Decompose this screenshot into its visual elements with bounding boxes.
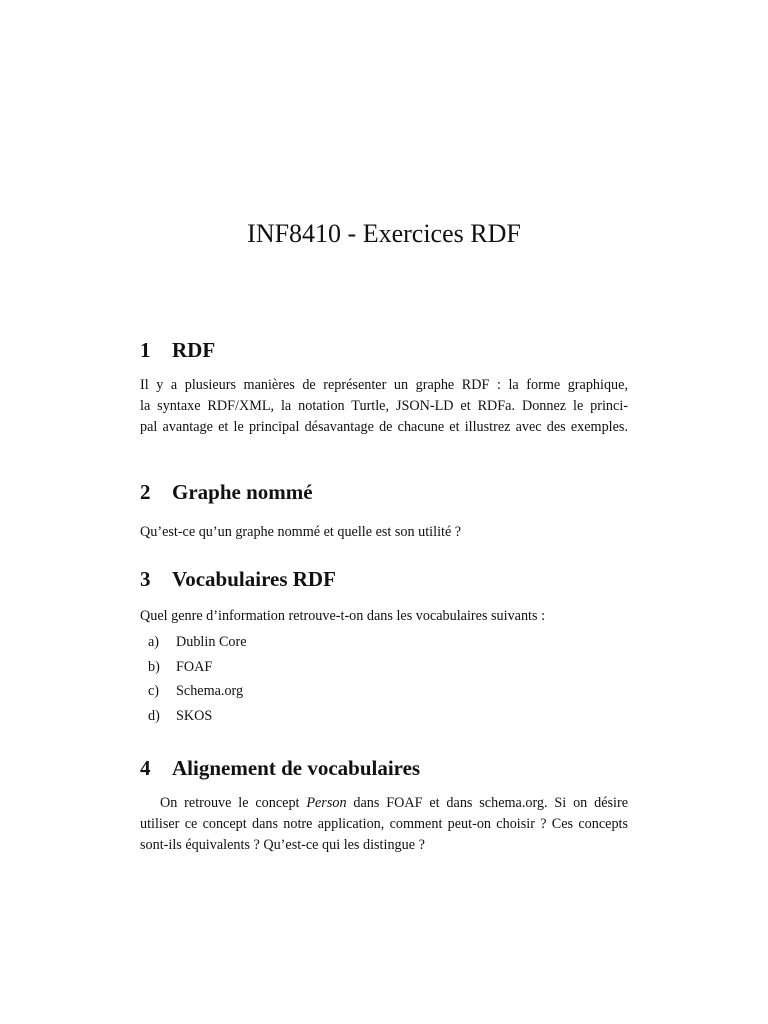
section-3-heading xyxy=(140,565,336,593)
list-item-text: Schema.org xyxy=(176,683,244,699)
vocabulary-list xyxy=(148,630,247,728)
text-line: utiliser ce concept dans notre application, comment peut-on choisir ? Ces concepts xyxy=(140,816,628,832)
text-run: On retrouve le concept xyxy=(160,795,307,811)
text-run: dans FOAF et dans schema.org. Si on désire xyxy=(346,795,628,811)
section-title: Alignement de vocabulaires xyxy=(172,756,421,780)
section-number: 3 xyxy=(140,567,151,591)
list-marker: a) xyxy=(148,634,160,650)
section-number: 2 xyxy=(140,480,151,504)
section-title: Vocabulaires RDF xyxy=(172,567,336,591)
section-1-heading xyxy=(140,336,215,364)
list-item-text: Dublin Core xyxy=(176,634,247,650)
emphasized-term: Person xyxy=(306,795,347,811)
page-title: INF8410 - Exercices RDF xyxy=(247,219,521,248)
section-number: 4 xyxy=(140,756,151,780)
section-3-paragraph xyxy=(140,606,628,627)
list-marker: d) xyxy=(148,707,160,724)
section-title: RDF xyxy=(172,338,216,362)
list-item xyxy=(148,630,247,655)
section-4-paragraph xyxy=(140,793,628,856)
section-2-heading xyxy=(140,478,313,506)
list-marker: c) xyxy=(148,683,160,699)
text-line: Il y a plusieurs manières de représenter un graphe RDF : la forme graphique, xyxy=(140,377,628,393)
section-2-paragraph xyxy=(140,522,628,543)
section-1-paragraph xyxy=(140,375,628,438)
list-item xyxy=(148,704,247,729)
text-line: la syntaxe RDF/XML, la notation Turtle, JSON-LD et RDFa. Donnez le princi- xyxy=(140,398,628,414)
list-item-text: FOAF xyxy=(176,658,213,675)
text-line: Quel genre d’information retrouve-t-on dans les vocabulaires suivants : xyxy=(140,608,546,624)
section-4-heading xyxy=(140,754,420,782)
section-title: Graphe nommé xyxy=(172,480,313,504)
text-line: Qu’est-ce qu’un graphe nommé et quelle est son utilité ? xyxy=(140,524,462,540)
list-item xyxy=(148,679,247,704)
list-item xyxy=(148,655,247,680)
list-marker: b) xyxy=(148,658,160,675)
text-line: pal avantage et le principal désavantage de chacune et illustrez avec des exemples. xyxy=(140,419,628,435)
text-line xyxy=(140,793,628,814)
text-line: sont-ils équivalents ? Qu’est-ce qui les distingue ? xyxy=(140,837,425,853)
section-number: 1 xyxy=(140,338,151,362)
list-item-text: SKOS xyxy=(176,707,213,724)
